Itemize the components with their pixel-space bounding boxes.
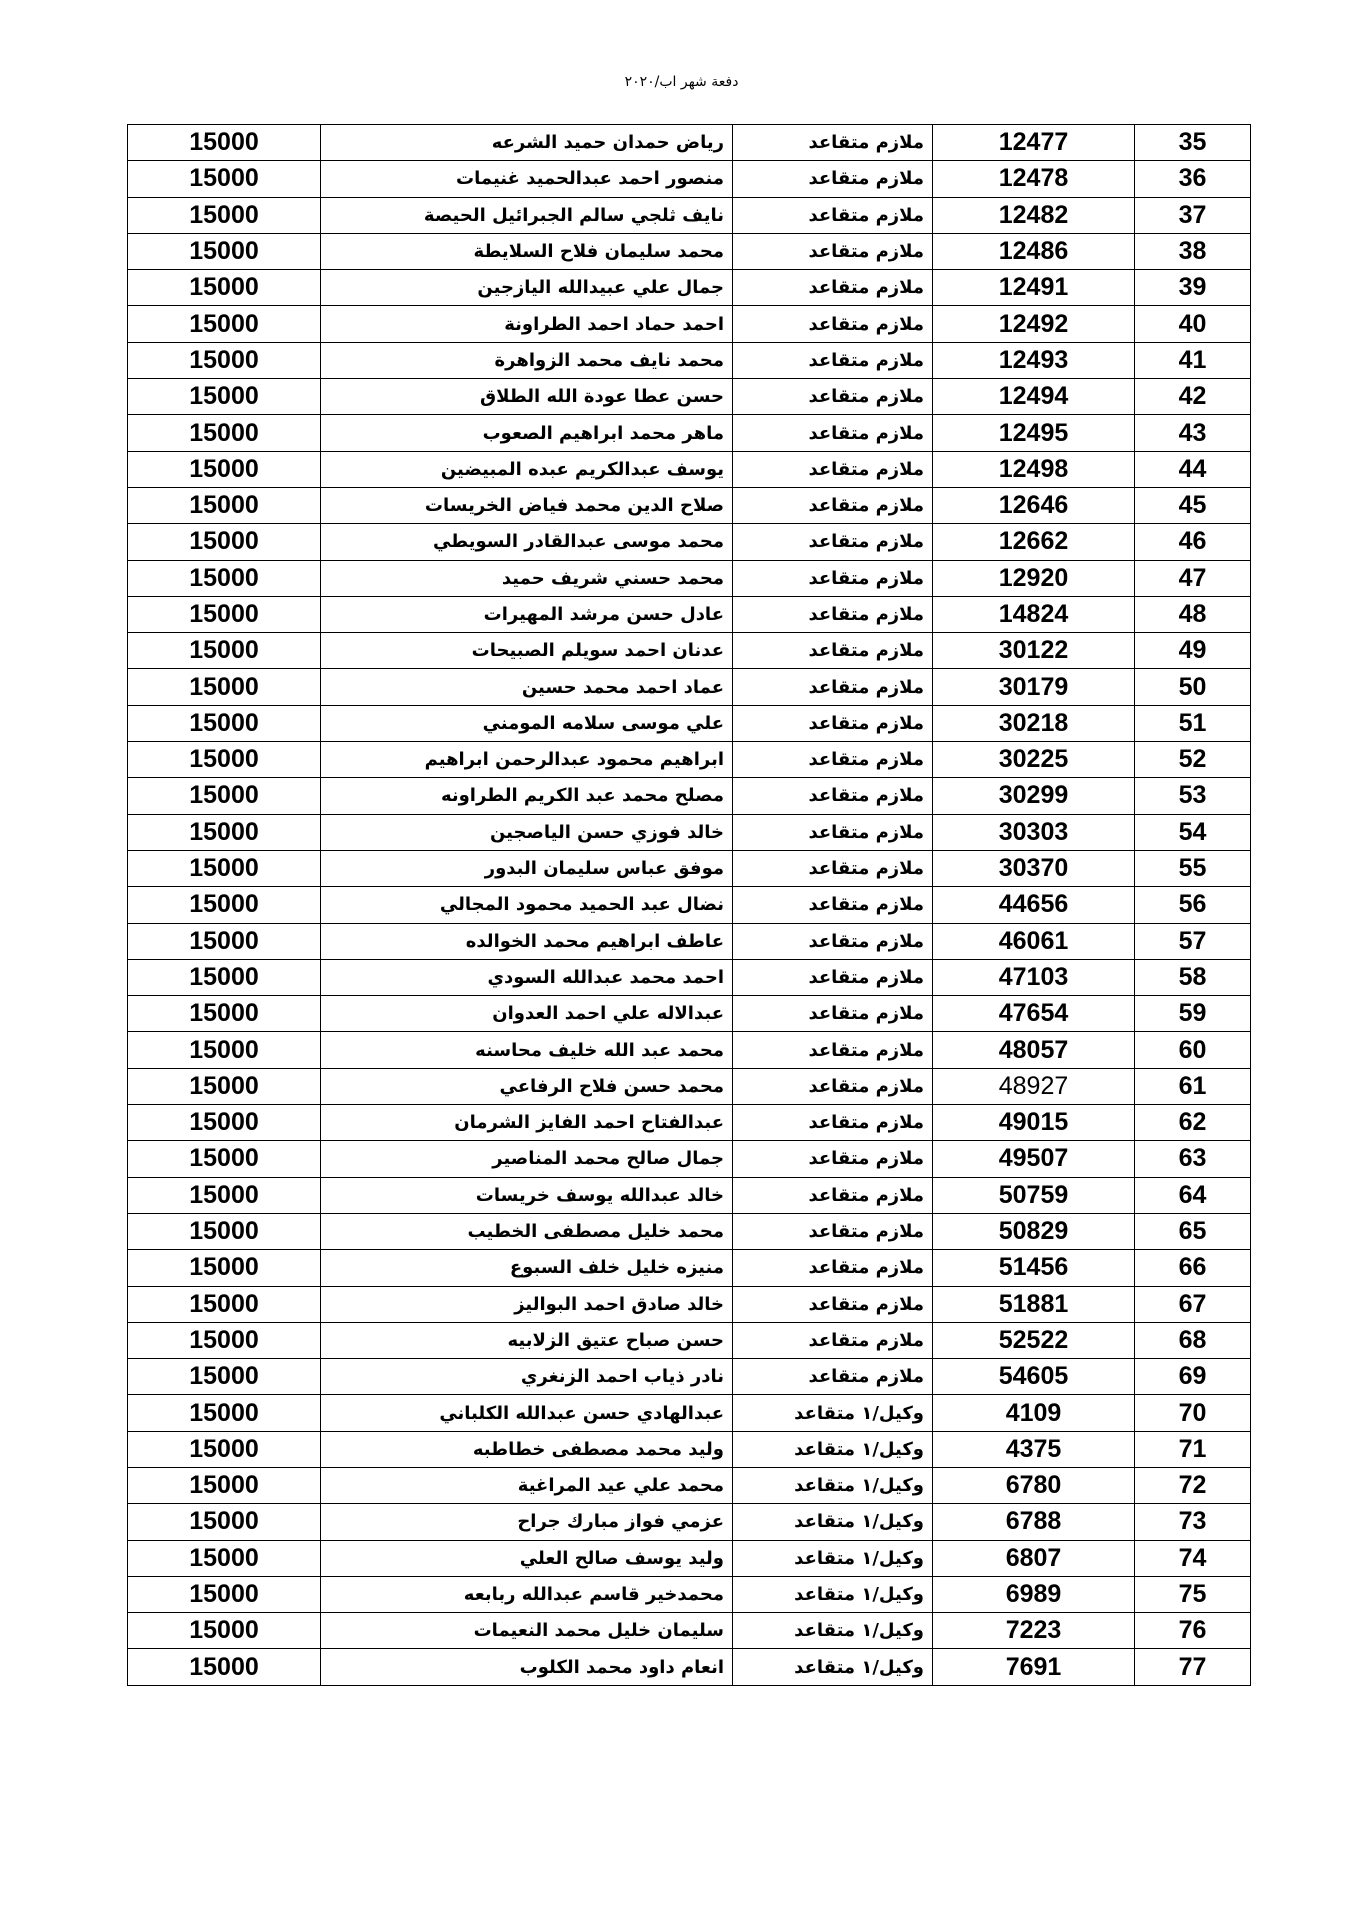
rank-cell: ملازم متقاعد bbox=[733, 125, 933, 161]
table-row bbox=[128, 270, 1251, 306]
amount-cell: 15000 bbox=[128, 379, 321, 415]
name-cell: محمد سليمان فلاح السلايطة bbox=[321, 233, 733, 269]
service-id-cell: 12482 bbox=[933, 197, 1135, 233]
service-id-cell: 44656 bbox=[933, 887, 1135, 923]
rank-cell: ملازم متقاعد bbox=[733, 1250, 933, 1286]
row-number-cell: 76 bbox=[1135, 1613, 1251, 1649]
name-cell: رياض حمدان حميد الشرعه bbox=[321, 125, 733, 161]
table-row bbox=[128, 1431, 1251, 1467]
amount-cell: 15000 bbox=[128, 487, 321, 523]
row-number-cell: 67 bbox=[1135, 1286, 1251, 1322]
table-row bbox=[128, 923, 1251, 959]
table-row bbox=[128, 596, 1251, 632]
rank-cell: ملازم متقاعد bbox=[733, 814, 933, 850]
amount-cell: 15000 bbox=[128, 451, 321, 487]
service-id-cell: 4375 bbox=[933, 1431, 1135, 1467]
name-cell: احمد محمد عبدالله السودي bbox=[321, 959, 733, 995]
name-cell: سليمان خليل محمد النعيمات bbox=[321, 1613, 733, 1649]
row-number-cell: 71 bbox=[1135, 1431, 1251, 1467]
name-cell: جمال صالح محمد المناصير bbox=[321, 1141, 733, 1177]
table-row bbox=[128, 669, 1251, 705]
row-number-cell: 69 bbox=[1135, 1359, 1251, 1395]
amount-cell: 15000 bbox=[128, 161, 321, 197]
name-cell: عدنان احمد سويلم الصبيحات bbox=[321, 633, 733, 669]
service-id-cell: 6989 bbox=[933, 1576, 1135, 1612]
table-row bbox=[128, 1649, 1251, 1685]
rank-cell: ملازم متقاعد bbox=[733, 1177, 933, 1213]
row-number-cell: 52 bbox=[1135, 742, 1251, 778]
row-number-cell: 35 bbox=[1135, 125, 1251, 161]
row-number-cell: 62 bbox=[1135, 1105, 1251, 1141]
name-cell: حسن عطا عودة الله الطلاق bbox=[321, 379, 733, 415]
name-cell: عاطف ابراهيم محمد الخوالده bbox=[321, 923, 733, 959]
rank-cell: ملازم متقاعد bbox=[733, 959, 933, 995]
service-id-cell: 12494 bbox=[933, 379, 1135, 415]
name-cell: عماد احمد محمد حسين bbox=[321, 669, 733, 705]
amount-cell: 15000 bbox=[128, 197, 321, 233]
rank-cell: ملازم متقاعد bbox=[733, 560, 933, 596]
service-id-cell: 6788 bbox=[933, 1504, 1135, 1540]
row-number-cell: 38 bbox=[1135, 233, 1251, 269]
rank-cell: وكيل/١ متقاعد bbox=[733, 1431, 933, 1467]
rank-cell: ملازم متقاعد bbox=[733, 705, 933, 741]
name-cell: نادر ذياب احمد الزنغري bbox=[321, 1359, 733, 1395]
table-row bbox=[128, 1250, 1251, 1286]
service-id-cell: 49507 bbox=[933, 1141, 1135, 1177]
rank-cell: ملازم متقاعد bbox=[733, 270, 933, 306]
rank-cell: ملازم متقاعد bbox=[733, 1359, 933, 1395]
amount-cell: 15000 bbox=[128, 1395, 321, 1431]
name-cell: منيزه خليل خلف السبوع bbox=[321, 1250, 733, 1286]
table-row bbox=[128, 1540, 1251, 1576]
row-number-cell: 47 bbox=[1135, 560, 1251, 596]
service-id-cell: 7691 bbox=[933, 1649, 1135, 1685]
service-id-cell: 12491 bbox=[933, 270, 1135, 306]
service-id-cell: 12920 bbox=[933, 560, 1135, 596]
rank-cell: ملازم متقاعد bbox=[733, 1213, 933, 1249]
rank-cell: وكيل/١ متقاعد bbox=[733, 1576, 933, 1612]
row-number-cell: 54 bbox=[1135, 814, 1251, 850]
name-cell: جمال علي عبيدالله اليازجين bbox=[321, 270, 733, 306]
service-id-cell: 30299 bbox=[933, 778, 1135, 814]
rank-cell: ملازم متقاعد bbox=[733, 161, 933, 197]
service-id-cell: 50759 bbox=[933, 1177, 1135, 1213]
table-row bbox=[128, 560, 1251, 596]
amount-cell: 15000 bbox=[128, 1359, 321, 1395]
service-id-cell: 12646 bbox=[933, 487, 1135, 523]
table-row bbox=[128, 306, 1251, 342]
rank-cell: ملازم متقاعد bbox=[733, 1068, 933, 1104]
row-number-cell: 44 bbox=[1135, 451, 1251, 487]
amount-cell: 15000 bbox=[128, 996, 321, 1032]
amount-cell: 15000 bbox=[128, 850, 321, 886]
table-row bbox=[128, 887, 1251, 923]
table-row bbox=[128, 125, 1251, 161]
table-row bbox=[128, 1576, 1251, 1612]
rank-cell: وكيل/١ متقاعد bbox=[733, 1504, 933, 1540]
service-id-cell: 50829 bbox=[933, 1213, 1135, 1249]
table-row bbox=[128, 1213, 1251, 1249]
amount-cell: 15000 bbox=[128, 1613, 321, 1649]
amount-cell: 15000 bbox=[128, 1177, 321, 1213]
service-id-cell: 6807 bbox=[933, 1540, 1135, 1576]
name-cell: موفق عباس سليمان البدور bbox=[321, 850, 733, 886]
amount-cell: 15000 bbox=[128, 1431, 321, 1467]
rank-cell: ملازم متقاعد bbox=[733, 996, 933, 1032]
row-number-cell: 75 bbox=[1135, 1576, 1251, 1612]
service-id-cell: 30179 bbox=[933, 669, 1135, 705]
row-number-cell: 39 bbox=[1135, 270, 1251, 306]
table-row bbox=[128, 1105, 1251, 1141]
amount-cell: 15000 bbox=[128, 270, 321, 306]
rank-cell: ملازم متقاعد bbox=[733, 669, 933, 705]
name-cell: محمد حسن فلاح الرفاعي bbox=[321, 1068, 733, 1104]
name-cell: منصور احمد عبدالحميد غنيمات bbox=[321, 161, 733, 197]
table-row bbox=[128, 1359, 1251, 1395]
service-id-cell: 30225 bbox=[933, 742, 1135, 778]
rank-cell: وكيل/١ متقاعد bbox=[733, 1613, 933, 1649]
amount-cell: 15000 bbox=[128, 1467, 321, 1503]
row-number-cell: 72 bbox=[1135, 1467, 1251, 1503]
row-number-cell: 45 bbox=[1135, 487, 1251, 523]
amount-cell: 15000 bbox=[128, 1576, 321, 1612]
rank-cell: وكيل/١ متقاعد bbox=[733, 1540, 933, 1576]
amount-cell: 15000 bbox=[128, 705, 321, 741]
name-cell: عزمي فواز مبارك جراح bbox=[321, 1504, 733, 1540]
rank-cell: وكيل/١ متقاعد bbox=[733, 1649, 933, 1685]
service-id-cell: 51881 bbox=[933, 1286, 1135, 1322]
row-number-cell: 51 bbox=[1135, 705, 1251, 741]
rank-cell: ملازم متقاعد bbox=[733, 887, 933, 923]
service-id-cell: 30370 bbox=[933, 850, 1135, 886]
name-cell: خالد صادق احمد البواليز bbox=[321, 1286, 733, 1322]
amount-cell: 15000 bbox=[128, 1141, 321, 1177]
name-cell: خالد عبدالله يوسف خريسات bbox=[321, 1177, 733, 1213]
table-row bbox=[128, 161, 1251, 197]
row-number-cell: 46 bbox=[1135, 524, 1251, 560]
amount-cell: 15000 bbox=[128, 1322, 321, 1358]
row-number-cell: 41 bbox=[1135, 342, 1251, 378]
row-number-cell: 65 bbox=[1135, 1213, 1251, 1249]
name-cell: وليد محمد مصطفى خطاطبه bbox=[321, 1431, 733, 1467]
row-number-cell: 61 bbox=[1135, 1068, 1251, 1104]
row-number-cell: 42 bbox=[1135, 379, 1251, 415]
table-row bbox=[128, 1177, 1251, 1213]
table-row bbox=[128, 850, 1251, 886]
amount-cell: 15000 bbox=[128, 342, 321, 378]
table-row bbox=[128, 633, 1251, 669]
row-number-cell: 53 bbox=[1135, 778, 1251, 814]
amount-cell: 15000 bbox=[128, 814, 321, 850]
name-cell: خالد فوزي حسن الياصجين bbox=[321, 814, 733, 850]
service-id-cell: 6780 bbox=[933, 1467, 1135, 1503]
amount-cell: 15000 bbox=[128, 1286, 321, 1322]
service-id-cell: 49015 bbox=[933, 1105, 1135, 1141]
table-row bbox=[128, 742, 1251, 778]
amount-cell: 15000 bbox=[128, 415, 321, 451]
roster-table-body bbox=[128, 125, 1251, 1686]
name-cell: ماهر محمد ابراهيم الصعوب bbox=[321, 415, 733, 451]
table-row bbox=[128, 814, 1251, 850]
row-number-cell: 40 bbox=[1135, 306, 1251, 342]
table-row bbox=[128, 959, 1251, 995]
service-id-cell: 7223 bbox=[933, 1613, 1135, 1649]
name-cell: محمدخير قاسم عبدالله ربابعه bbox=[321, 1576, 733, 1612]
rank-cell: ملازم متقاعد bbox=[733, 778, 933, 814]
service-id-cell: 52522 bbox=[933, 1322, 1135, 1358]
name-cell: عبدالفتاح احمد الفايز الشرمان bbox=[321, 1105, 733, 1141]
service-id-cell: 12478 bbox=[933, 161, 1135, 197]
name-cell: عبدالهادي حسن عبدالله الكلباني bbox=[321, 1395, 733, 1431]
service-id-cell: 51456 bbox=[933, 1250, 1135, 1286]
rank-cell: ملازم متقاعد bbox=[733, 1141, 933, 1177]
row-number-cell: 56 bbox=[1135, 887, 1251, 923]
table-row bbox=[128, 451, 1251, 487]
service-id-cell: 14824 bbox=[933, 596, 1135, 632]
service-id-cell: 12492 bbox=[933, 306, 1135, 342]
rank-cell: ملازم متقاعد bbox=[733, 1286, 933, 1322]
table-row bbox=[128, 1068, 1251, 1104]
row-number-cell: 50 bbox=[1135, 669, 1251, 705]
table-row bbox=[128, 1322, 1251, 1358]
name-cell: صلاح الدين محمد فياض الخريسات bbox=[321, 487, 733, 523]
rank-cell: ملازم متقاعد bbox=[733, 1105, 933, 1141]
service-id-cell: 30303 bbox=[933, 814, 1135, 850]
name-cell: محمد عبد الله خليف محاسنه bbox=[321, 1032, 733, 1068]
amount-cell: 15000 bbox=[128, 560, 321, 596]
table-row bbox=[128, 487, 1251, 523]
name-cell: انعام داود محمد الكلوب bbox=[321, 1649, 733, 1685]
table-row bbox=[128, 996, 1251, 1032]
name-cell: محمد خليل مصطفى الخطيب bbox=[321, 1213, 733, 1249]
page-title: دفعة شهر اب/٢٠٢٠ bbox=[624, 74, 739, 90]
amount-cell: 15000 bbox=[128, 1504, 321, 1540]
rank-cell: ملازم متقاعد bbox=[733, 342, 933, 378]
table-row bbox=[128, 342, 1251, 378]
row-number-cell: 68 bbox=[1135, 1322, 1251, 1358]
rank-cell: وكيل/١ متقاعد bbox=[733, 1395, 933, 1431]
service-id-cell: 48057 bbox=[933, 1032, 1135, 1068]
roster-table bbox=[127, 124, 1251, 1686]
amount-cell: 15000 bbox=[128, 1250, 321, 1286]
row-number-cell: 64 bbox=[1135, 1177, 1251, 1213]
row-number-cell: 57 bbox=[1135, 923, 1251, 959]
table-row bbox=[128, 1613, 1251, 1649]
amount-cell: 15000 bbox=[128, 633, 321, 669]
table-row bbox=[128, 197, 1251, 233]
amount-cell: 15000 bbox=[128, 778, 321, 814]
table-row bbox=[128, 705, 1251, 741]
amount-cell: 15000 bbox=[128, 1032, 321, 1068]
service-id-cell: 12495 bbox=[933, 415, 1135, 451]
name-cell: علي موسى سلامه المومني bbox=[321, 705, 733, 741]
table-row bbox=[128, 1141, 1251, 1177]
rank-cell: ملازم متقاعد bbox=[733, 923, 933, 959]
service-id-cell: 4109 bbox=[933, 1395, 1135, 1431]
rank-cell: ملازم متقاعد bbox=[733, 633, 933, 669]
name-cell: محمد علي عيد المراغية bbox=[321, 1467, 733, 1503]
amount-cell: 15000 bbox=[128, 1068, 321, 1104]
table-row bbox=[128, 379, 1251, 415]
rank-cell: ملازم متقاعد bbox=[733, 197, 933, 233]
service-id-cell: 12498 bbox=[933, 451, 1135, 487]
amount-cell: 15000 bbox=[128, 887, 321, 923]
name-cell: مصلح محمد عبد الكريم الطراونه bbox=[321, 778, 733, 814]
name-cell: عادل حسن مرشد المهيرات bbox=[321, 596, 733, 632]
amount-cell: 15000 bbox=[128, 233, 321, 269]
rank-cell: ملازم متقاعد bbox=[733, 1032, 933, 1068]
row-number-cell: 37 bbox=[1135, 197, 1251, 233]
service-id-cell: 48927 bbox=[933, 1068, 1135, 1104]
rank-cell: ملازم متقاعد bbox=[733, 415, 933, 451]
row-number-cell: 36 bbox=[1135, 161, 1251, 197]
amount-cell: 15000 bbox=[128, 1105, 321, 1141]
amount-cell: 15000 bbox=[128, 306, 321, 342]
service-id-cell: 12477 bbox=[933, 125, 1135, 161]
name-cell: حسن صباح عتيق الزلابيه bbox=[321, 1322, 733, 1358]
row-number-cell: 43 bbox=[1135, 415, 1251, 451]
table-row bbox=[128, 1286, 1251, 1322]
rank-cell: ملازم متقاعد bbox=[733, 596, 933, 632]
amount-cell: 15000 bbox=[128, 959, 321, 995]
service-id-cell: 30218 bbox=[933, 705, 1135, 741]
row-number-cell: 59 bbox=[1135, 996, 1251, 1032]
row-number-cell: 77 bbox=[1135, 1649, 1251, 1685]
table-row bbox=[128, 1395, 1251, 1431]
name-cell: محمد نايف محمد الزواهرة bbox=[321, 342, 733, 378]
rank-cell: ملازم متقاعد bbox=[733, 233, 933, 269]
rank-cell: ملازم متقاعد bbox=[733, 487, 933, 523]
amount-cell: 15000 bbox=[128, 596, 321, 632]
table-row bbox=[128, 1467, 1251, 1503]
table-row bbox=[128, 233, 1251, 269]
amount-cell: 15000 bbox=[128, 524, 321, 560]
rank-cell: وكيل/١ متقاعد bbox=[733, 1467, 933, 1503]
table-row bbox=[128, 1032, 1251, 1068]
amount-cell: 15000 bbox=[128, 923, 321, 959]
name-cell: وليد يوسف صالح العلي bbox=[321, 1540, 733, 1576]
amount-cell: 15000 bbox=[128, 1213, 321, 1249]
name-cell: محمد موسى عبدالقادر السويطي bbox=[321, 524, 733, 560]
table-row bbox=[128, 778, 1251, 814]
name-cell: ابراهيم محمود عبدالرحمن ابراهيم bbox=[321, 742, 733, 778]
service-id-cell: 47103 bbox=[933, 959, 1135, 995]
table-row bbox=[128, 415, 1251, 451]
name-cell: محمد حسني شريف حميد bbox=[321, 560, 733, 596]
rank-cell: ملازم متقاعد bbox=[733, 524, 933, 560]
row-number-cell: 66 bbox=[1135, 1250, 1251, 1286]
name-cell: احمد حماد احمد الطراونة bbox=[321, 306, 733, 342]
service-id-cell: 30122 bbox=[933, 633, 1135, 669]
row-number-cell: 49 bbox=[1135, 633, 1251, 669]
name-cell: نضال عبد الحميد محمود المجالي bbox=[321, 887, 733, 923]
row-number-cell: 74 bbox=[1135, 1540, 1251, 1576]
amount-cell: 15000 bbox=[128, 742, 321, 778]
row-number-cell: 60 bbox=[1135, 1032, 1251, 1068]
row-number-cell: 55 bbox=[1135, 850, 1251, 886]
service-id-cell: 47654 bbox=[933, 996, 1135, 1032]
table-row bbox=[128, 524, 1251, 560]
rank-cell: ملازم متقاعد bbox=[733, 1322, 933, 1358]
row-number-cell: 63 bbox=[1135, 1141, 1251, 1177]
service-id-cell: 12493 bbox=[933, 342, 1135, 378]
name-cell: يوسف عبدالكريم عبده المبيضين bbox=[321, 451, 733, 487]
service-id-cell: 12486 bbox=[933, 233, 1135, 269]
row-number-cell: 73 bbox=[1135, 1504, 1251, 1540]
amount-cell: 15000 bbox=[128, 1540, 321, 1576]
row-number-cell: 48 bbox=[1135, 596, 1251, 632]
rank-cell: ملازم متقاعد bbox=[733, 379, 933, 415]
service-id-cell: 46061 bbox=[933, 923, 1135, 959]
amount-cell: 15000 bbox=[128, 125, 321, 161]
row-number-cell: 58 bbox=[1135, 959, 1251, 995]
name-cell: نايف ثلجي سالم الجبرائيل الحيصة bbox=[321, 197, 733, 233]
rank-cell: ملازم متقاعد bbox=[733, 850, 933, 886]
amount-cell: 15000 bbox=[128, 669, 321, 705]
service-id-cell: 54605 bbox=[933, 1359, 1135, 1395]
rank-cell: ملازم متقاعد bbox=[733, 451, 933, 487]
row-number-cell: 70 bbox=[1135, 1395, 1251, 1431]
name-cell: عبدالاله علي احمد العدوان bbox=[321, 996, 733, 1032]
rank-cell: ملازم متقاعد bbox=[733, 742, 933, 778]
rank-cell: ملازم متقاعد bbox=[733, 306, 933, 342]
service-id-cell: 12662 bbox=[933, 524, 1135, 560]
amount-cell: 15000 bbox=[128, 1649, 321, 1685]
table-row bbox=[128, 1504, 1251, 1540]
